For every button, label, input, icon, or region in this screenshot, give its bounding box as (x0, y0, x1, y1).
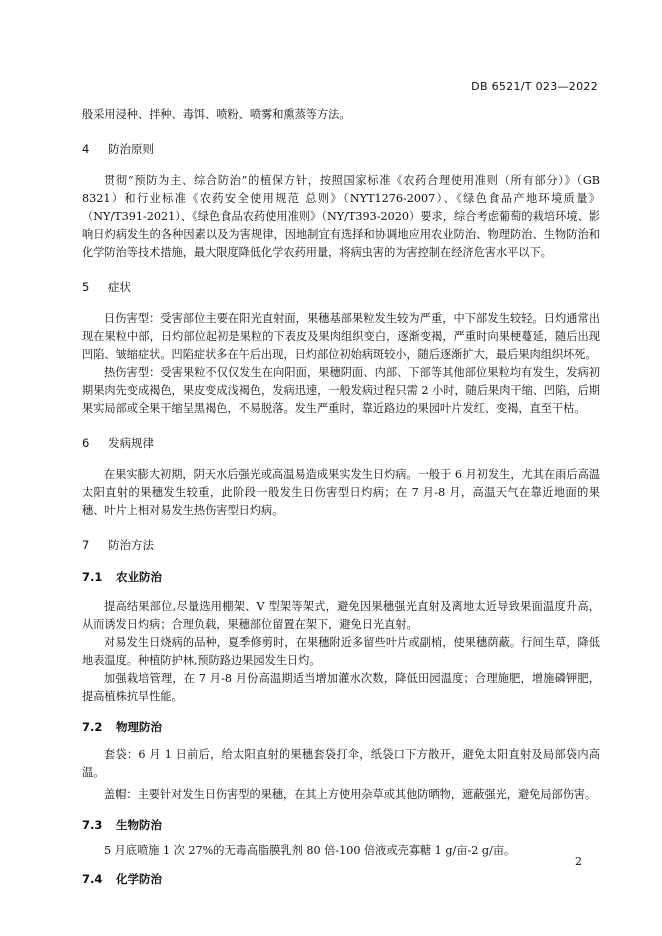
section-7-title: 防治方法 (108, 538, 154, 552)
section-7-1-heading (82, 568, 600, 586)
section-7-1-title: 农业防治 (116, 570, 162, 584)
section-7-1-paragraph-1: 提高结果部位,尽量选用棚架、V 型架等架式，避免因果穗强光直射及离地太近导致果面温度升高，从而诱发日灼病；合理负载，果穗部位留置在架下，避免日光直射。 (82, 600, 600, 631)
section-5-title: 症状 (108, 280, 131, 294)
document-body (82, 106, 600, 888)
section-7-2-paragraph-2: 盖帽：主要针对发生日伤害型的果穗，在其上方使用杂草或其他防晒物，遮蔽强光，避免局部伤害。 (104, 788, 597, 801)
section-6-paragraph: 在果实膨大初期，阴天水后强光或高温易造成果实发生日灼病。一般于 6 月初发生，尤其在雨后高温太阳直射的果穗发生较重，此阶段一般发生日伤害型日灼病；在 7 月-8 月，高温天气在靠近地面的果穗、叶片上相对易发生热伤害型日灼病。 (82, 468, 600, 517)
section-7-4-number: 7.4 (82, 872, 103, 886)
section-5-paragraph-1: 日伤害型：受害部位主要在阳光直射面，果穗基部果粒发生较为严重，中下部发生较轻。日灼通常出现在果粒中部，日灼部位起初是果粒的下表皮及果肉组织变白，逐渐变褐，严重时向果梗蔓延，随后出现凹陷、皱缩症状。凹陷症状多在午后出现，日灼部位初始病斑较小，随后逐渐扩大，最后果肉组织坏死。 (82, 312, 600, 361)
section-7-1-paragraph-2: 对易发生日烧病的品种，夏季修剪时，在果穗附近多留些叶片或副梢，使果穗荫蔽。行间生草，降低地表温度。种植防护林,预防路边果园发生日灼。 (82, 636, 600, 667)
section-6-number: 6 (82, 436, 90, 450)
section-7-number: 7 (82, 538, 90, 552)
section-6-heading (82, 434, 600, 452)
section-7-heading (82, 536, 600, 554)
section-5-number: 5 (82, 280, 90, 294)
document-code: DB 6521/T 023—2022 (471, 80, 598, 93)
section-7-2-paragraph-1: 套袋：6 月 1 日前后，给太阳直射的果穗套袋打伞，纸袋口下方散开，避免太阳直射及局部袋内高温。 (82, 748, 600, 779)
section-7-2-number: 7.2 (82, 720, 103, 734)
section-7-2-title: 物理防治 (116, 720, 162, 734)
section-7-3-paragraph: 5 月底喷施 1 次 27%的无毒高脂膜乳剂 80 倍-100 倍液或壳寡糖 1 g/亩-2 g/亩。 (104, 844, 516, 857)
section-7-2-heading (82, 718, 600, 736)
section-5-paragraph-2: 热伤害型：受害果粒不仅仅发生在向阳面，果穗阴面、内部、下部等其他部位果粒均有发生，发病初期果肉先变成褐色，果皮变成浅褐色，发病迅速，一般发病过程只需 2 小时，随后果肉干缩、凹陷，后期果实局部或全果干缩呈黑褐色，不易脱落。发生严重时，靠近路边的果园叶片发红、变褐，直至干枯。 (82, 366, 600, 415)
section-7-3-heading (82, 816, 600, 834)
section-5-heading (82, 278, 600, 296)
section-4-heading (82, 140, 600, 158)
section-7-3-title: 生物防治 (116, 818, 162, 832)
page-number: 2 (575, 855, 582, 868)
section-7-4-heading (82, 870, 600, 888)
intro-line: 般采用浸种、拌种、毒饵、喷粉、喷雾和熏蒸等方法。 (82, 108, 351, 121)
section-6-title: 发病规律 (108, 436, 154, 450)
section-7-1-paragraph-3: 加强栽培管理，在 7 月-8 月份高温期适当增加灌水次数，降低田园温度；合理施肥，增施磷钾肥，提高植株抗旱性能。 (82, 672, 600, 703)
section-7-4-title: 化学防治 (116, 872, 162, 886)
section-7-1-number: 7.1 (82, 570, 103, 584)
section-4-number: 4 (82, 142, 90, 156)
section-4-title: 防治原则 (108, 142, 154, 156)
section-7-3-number: 7.3 (82, 818, 103, 832)
section-4-paragraph: 贯彻“预防为主、综合防治”的植保方针，按照国家标准《农药合理使用准则（所有部分）》（GB 8321）和行业标准《农药安全使用规范 总则》（NYT1276-2007）、《绿色食品产地环境质量》（NY/T391-2021）、《绿色食品农药使用准则》（NY/T393-2020）要求，综合考虑葡萄的栽培环境、影响日灼病发生的各种因素以及为害规律，因地制宜有选择和协调地应用农业防治、物理防治、生物防治和化学防治等技术措施，最大限度降低化学农药用量，将病虫害的为害控制在经济危害水平以下。 (82, 174, 600, 259)
